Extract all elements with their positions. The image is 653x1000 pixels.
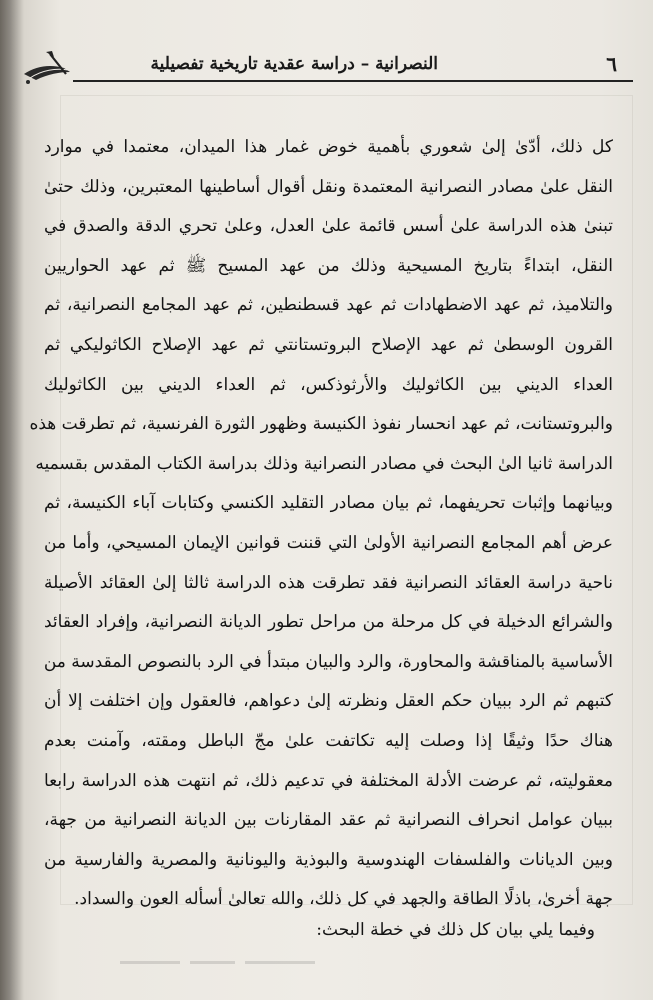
page-number: ٦ [606, 52, 617, 76]
text-line: والتلاميذ، ثم عهد الاضطهادات ثم عهد قسطنطين، ثم عهد المجامع النصرانية، ثم [44, 295, 613, 316]
text-line: تبنىٰ هذه الدراسة علىٰ أسس قائمة علىٰ العدل، وعلىٰ تحري الدقة والصدق في [44, 216, 613, 237]
text-line: جهة أخرىٰ، باذلًا الطاقة والجهد في كل ذلك، والله تعالىٰ أسأله العون والسداد. [74, 889, 613, 910]
text-line: والبروتستانت، ثم عهد انحسار نفوذ الكنيسة وظهور الثورة الفرنسية، ثم تطرقت هذه [29, 414, 613, 435]
text-line: الدراسة ثانيا الىٰ البحث في مصادر النصرانية وذلك بدراسة الكتاب المقدس بقسميه [35, 453, 613, 474]
text-line: كتبهم ثم الرد ببيان حكم العقل ونظرته إلىٰ دعواهم، فالعقول وإن اختلفت إلا أن [44, 691, 613, 712]
bleed-through-text [120, 952, 320, 974]
text-line: عرض أهم المجامع النصرانية الأولىٰ التي قننت قوانين الإيمان المسيحي، وأما من [44, 532, 613, 553]
text-line: معقوليته، ثم عرضت الأدلة المختلفة في تدعيم ذلك، ثم انتهت هذه الدراسة رابعا [44, 770, 613, 791]
text-line: العداء الديني بين الكاثوليك والأرثوذكس، ثم العداء الديني بين الكاثوليك [44, 374, 613, 395]
text-line: النقل، ابتداءً بتاريخ المسيحية وذلك من عهد المسيح ﷺ ثم عهد الحواريين [44, 255, 613, 276]
text-line: ناحية دراسة العقائد النصرانية فقد تطرقت هذه الدراسة ثالثا إلىٰ العقائد الأصيلة [44, 572, 613, 593]
running-title: النصرانية – دراسة عقدية تاريخية تفصيلية [150, 54, 438, 74]
quill-pen-icon [20, 48, 74, 88]
text-line: وبيانهما وإثبات تحريفهما، ثم بيان مصادر التقليد الكنسي وكتابات آباء الكنيسة، ثم [44, 493, 613, 514]
text-line: القرون الوسطىٰ ثم عهد الإصلاح البروتستانتي ثم عهد الإصلاح الكاثوليكي ثم [44, 334, 613, 355]
text-line: كل ذلك، أدّىٰ إلىٰ شعوري بأهمية خوض غمار هذا الميدان، معتمدا في موارد [44, 137, 613, 157]
text-line: النقل علىٰ مصادر النصرانية المعتمدة ونقل أقوال أساطينها المعتبرين، وذلك حتىٰ [44, 176, 613, 197]
plan-intro-line: وفيما يلي بيان كل ذلك في خطة البحث: [316, 920, 595, 940]
header-rule [73, 80, 633, 82]
body-paragraph [29, 128, 613, 920]
text-line: هناك حدًا وثيقًا إذا وصلت إليه تكاتفت علىٰ مجّ الباطل ومقته، وآمنت بعدم [44, 730, 613, 751]
text-line: والشرائع الدخيلة في كل مرحلة من مراحل تطور الديانة النصرانية، وإفراد العقائد [44, 612, 613, 633]
text-line: ببيان عوامل انحراف النصرانية ثم عقد المقارنات بين الديانة النصرانية من جهة، [44, 810, 613, 831]
page-header [18, 50, 633, 88]
text-line: الأساسية بالمناقشة والمحاورة، والرد والبيان مبتدأ في الرد بالنصوص المقدسة من [43, 651, 613, 672]
text-line: وبين الديانات والفلسفات الهندوسية والبوذية واليونانية والمصرية والفارسية من [44, 849, 613, 870]
